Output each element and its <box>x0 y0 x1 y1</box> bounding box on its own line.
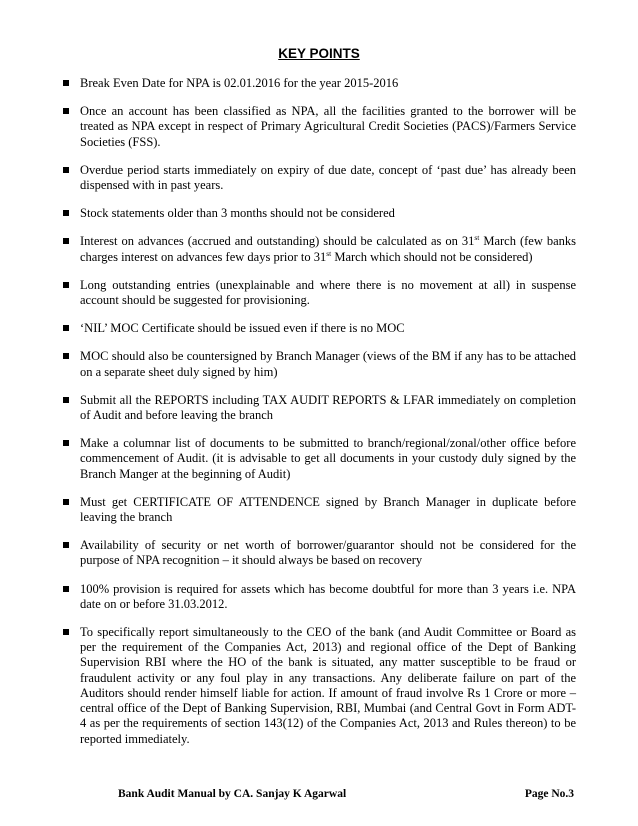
key-point-text <box>80 538 576 568</box>
footer-page-number: Page No.3 <box>524 788 574 800</box>
square-bullet-icon <box>63 108 69 114</box>
key-point-item <box>0 278 638 308</box>
key-point-text <box>80 349 576 379</box>
key-point-item <box>0 206 638 221</box>
key-point-text <box>80 278 576 308</box>
text-segment: March which should not be considered) <box>331 249 533 264</box>
page-title: KEY POINTS <box>278 46 360 61</box>
text-segment: Availability of security or net worth of borrower/guarantor should not be considered for the purpose of NPA recognition – it should always be based on recovery <box>80 538 576 568</box>
text-segment: Long outstanding entries (unexplainable and where there is no movement at all) in suspense account should be suggested for provisioning. <box>80 277 576 308</box>
key-point-text <box>80 625 576 747</box>
key-point-item <box>0 163 638 193</box>
key-point-item <box>0 582 638 612</box>
key-point-text <box>80 582 576 612</box>
text-segment: Overdue period starts immediately on expiry of due date, concept of ‘past due’ has already been dispensed with in past years. <box>80 162 576 193</box>
text-segment: March (few banks charges interest on advances few days prior to 31 <box>80 234 577 264</box>
square-bullet-icon <box>63 282 69 288</box>
text-segment: Stock statements older than 3 months should not be considered <box>80 206 395 221</box>
text-segment: Once an account has been classified as NPA, all the facilities granted to the borrower will be treated as NPA except in respect of Primary Agricultural Credit Societies (PACS)/Farmers Service Societies (FSS). <box>80 104 576 149</box>
square-bullet-icon <box>63 353 69 359</box>
key-point-text <box>80 495 576 525</box>
text-segment: MOC should also be countersigned by Branch Manager (views of the BM if any has to be attached on a separate sheet duly signed by him) <box>80 349 576 379</box>
square-bullet-icon <box>63 629 69 635</box>
square-bullet-icon <box>63 440 69 446</box>
key-point-text <box>80 393 576 423</box>
page-footer <box>0 788 638 804</box>
key-point-item <box>0 104 638 150</box>
key-point-item <box>0 349 638 379</box>
key-point-text <box>80 206 576 221</box>
key-point-item <box>0 495 638 525</box>
square-bullet-icon <box>63 542 69 548</box>
key-point-text <box>80 76 576 91</box>
square-bullet-icon <box>63 167 69 173</box>
square-bullet-icon <box>63 210 69 216</box>
text-segment: Must get CERTIFICATE OF ATTENDENCE signed by Branch Manager in duplicate before leaving the branch <box>80 494 576 525</box>
text-segment: ‘NIL’ MOC Certificate should be issued even if there is no MOC <box>80 321 405 336</box>
ordinal-suffix: st <box>326 248 332 258</box>
key-point-text <box>80 163 576 193</box>
key-points-list <box>0 76 638 760</box>
square-bullet-icon <box>63 499 69 505</box>
key-point-item <box>0 625 638 747</box>
key-point-text <box>80 436 576 482</box>
square-bullet-icon <box>63 397 69 403</box>
text-segment: 100% provision is required for assets which has become doubtful for more than 3 years i.e. NPA date on or before 31.03.2012. <box>80 581 576 611</box>
key-point-text <box>80 234 576 264</box>
text-segment: To specifically report simultaneously to the CEO of the bank (and Audit Committee or Board as per the requirement of the Companies Act, 2013) and regional office of the Dept of Banking Supervision RBI where the HO of the bank is situated, any matter susceptible to be fraud or fraudulent activity or any foul play in any transactions. Any deliberate failure on part of the Auditors should render himself liable for action. If amount of fraud involve Rs 1 Crore or more – central office of the Dept of Banking Supervision, RBI, Mumbai (and Central Govt in Form ADT-4 as per the requirements of section 143(12) of the Companies Act, 2013 and Rules thereon) to be reported immediately. <box>80 625 576 746</box>
square-bullet-icon <box>63 80 69 86</box>
square-bullet-icon <box>63 238 69 244</box>
text-segment: Submit all the REPORTS including TAX AUDIT REPORTS & LFAR immediately on completion of Audit and before leaving the branch <box>80 392 576 423</box>
square-bullet-icon <box>63 586 69 592</box>
key-point-text <box>80 321 576 336</box>
key-point-text <box>80 104 576 150</box>
text-segment: Make a columnar list of documents to be submitted to branch/regional/zonal/other office before commencement of Audit. (it is advisable to get all documents in your custody duly signed by the Branch Manger at the beginning of Audit) <box>80 436 576 481</box>
key-point-item <box>0 538 638 568</box>
ordinal-suffix: st <box>474 233 480 243</box>
square-bullet-icon <box>63 325 69 331</box>
key-point-item <box>0 321 638 336</box>
key-point-item <box>0 436 638 482</box>
text-segment: Interest on advances (accrued and outstanding) should be calculated as on 31 <box>80 234 475 249</box>
key-point-item <box>0 234 638 264</box>
text-segment: Break Even Date for NPA is 02.01.2016 for the year 2015-2016 <box>80 76 399 90</box>
key-point-item <box>0 76 638 91</box>
footer-manual-title: Bank Audit Manual by CA. Sanjay K Agarwal <box>118 788 347 800</box>
key-point-item <box>0 393 638 423</box>
